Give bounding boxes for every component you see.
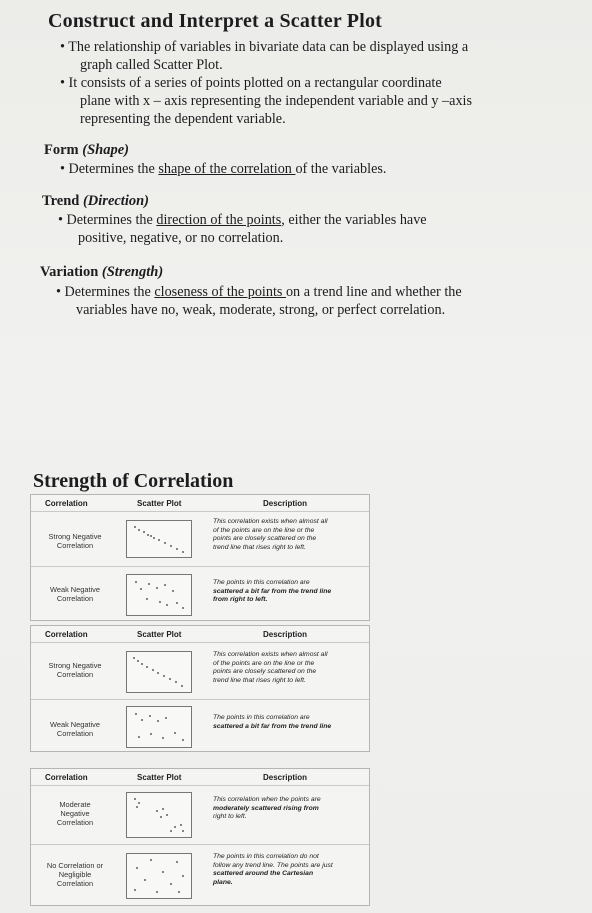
scatter-plot-strong-negative (126, 520, 192, 558)
trend-heading: Trend (Direction) (42, 193, 150, 209)
intro-text: It consists of a series of points plotted on a rectangular coordinate (68, 75, 442, 91)
bullet-icon: • (60, 75, 69, 91)
form-heading: Form (Shape) (44, 142, 129, 158)
intro-text: The relationship of variables in bivariate data can be displayed using a (68, 39, 469, 55)
description-cell: This correlation exists when almost all of the points are on the line or the points are closely scattered on the trend line that rises right to left. (213, 518, 328, 551)
table-row (31, 511, 369, 566)
table-row (31, 642, 369, 699)
intro-bullet-1 (60, 38, 560, 74)
table-row (31, 785, 369, 844)
bullet-icon: • (60, 161, 69, 177)
header-correlation: Correlation (45, 773, 88, 782)
header-scatter: Scatter Plot (137, 499, 182, 508)
scatter-points (127, 707, 191, 747)
correlation-cell: Strong Negative Correlation (48, 661, 102, 679)
correlation-cell: Weak Negative Correlation (50, 720, 100, 738)
scatter-plot-no-correlation (126, 853, 192, 899)
bullet-icon: • (58, 212, 67, 228)
header-correlation: Correlation (45, 499, 88, 508)
strength-table-1 (30, 494, 370, 621)
bullet-icon: • (56, 284, 65, 300)
trend-bullet: • Determines the direction of the points, either the variables have positive, negative, or no correlation. (58, 212, 427, 246)
description-cell: The points in this correlation are scattered a bit far from the trend line (213, 714, 332, 730)
description-cell: This correlation when the points are moderately scattered rising from right to left. (213, 796, 321, 821)
table-row (31, 699, 369, 752)
header-description: Description (263, 630, 308, 639)
correlation-cell: No Correlation or Negligible Correlation (46, 861, 104, 888)
scatter-plot-weak-negative (126, 706, 192, 748)
table-header (31, 626, 369, 642)
intro-text: graph called Scatter Plot. (80, 57, 223, 73)
intro-text: plane with x – axis representing the independent variable and y –axis (80, 93, 473, 109)
table-row (31, 844, 369, 905)
scatter-points (127, 652, 191, 692)
scatter-points (127, 854, 191, 898)
header-scatter: Scatter Plot (137, 773, 182, 782)
variation-bullet: • Determines the closeness of the points on a trend line and whether the variables have no, weak, moderate, strong, or perfect correlation. (56, 284, 462, 318)
table-header (31, 769, 369, 785)
variation-heading: Variation (Strength) (40, 264, 164, 280)
strength-table-2 (30, 625, 370, 752)
scatter-plot-moderate-negative (126, 792, 192, 838)
correlation-cell: Strong Negative Correlation (48, 532, 102, 550)
table-row (31, 566, 369, 621)
header-correlation: Correlation (45, 630, 88, 639)
correlation-cell: Weak Negative Correlation (50, 585, 100, 603)
header-description: Description (263, 773, 308, 782)
bullet-icon: • (60, 39, 69, 55)
header-description: Description (263, 499, 308, 508)
header-scatter: Scatter Plot (137, 630, 182, 639)
intro-bullet-2 (60, 74, 560, 128)
strength-title: Strength of Correlation (33, 470, 234, 492)
description-cell: This correlation exists when almost all of the points are on the line or the points are closely scattered on the trend line that rises right to left. (213, 651, 328, 684)
scatter-points (127, 521, 191, 557)
intro-text: representing the dependent variable. (80, 111, 286, 127)
scatter-points (127, 793, 191, 837)
correlation-cell: Moderate Negative Correlation (56, 800, 94, 827)
form-bullet: • Determines the shape of the correlation of the variables. (60, 161, 387, 177)
scatter-plot-weak-negative (126, 574, 192, 616)
document-title: Construct and Interpret a Scatter Plot (48, 10, 383, 32)
scatter-points (127, 575, 191, 615)
table-header (31, 495, 369, 511)
strength-table-3 (30, 768, 370, 906)
scatter-plot-strong-negative (126, 651, 192, 693)
description-cell: The points in this correlation are scattered a bit far from the trend line from right to left. (213, 579, 332, 604)
description-cell: The points in this correlation do not follow any trend line. The points are just scattered around the Cartesian plane. (213, 853, 333, 886)
